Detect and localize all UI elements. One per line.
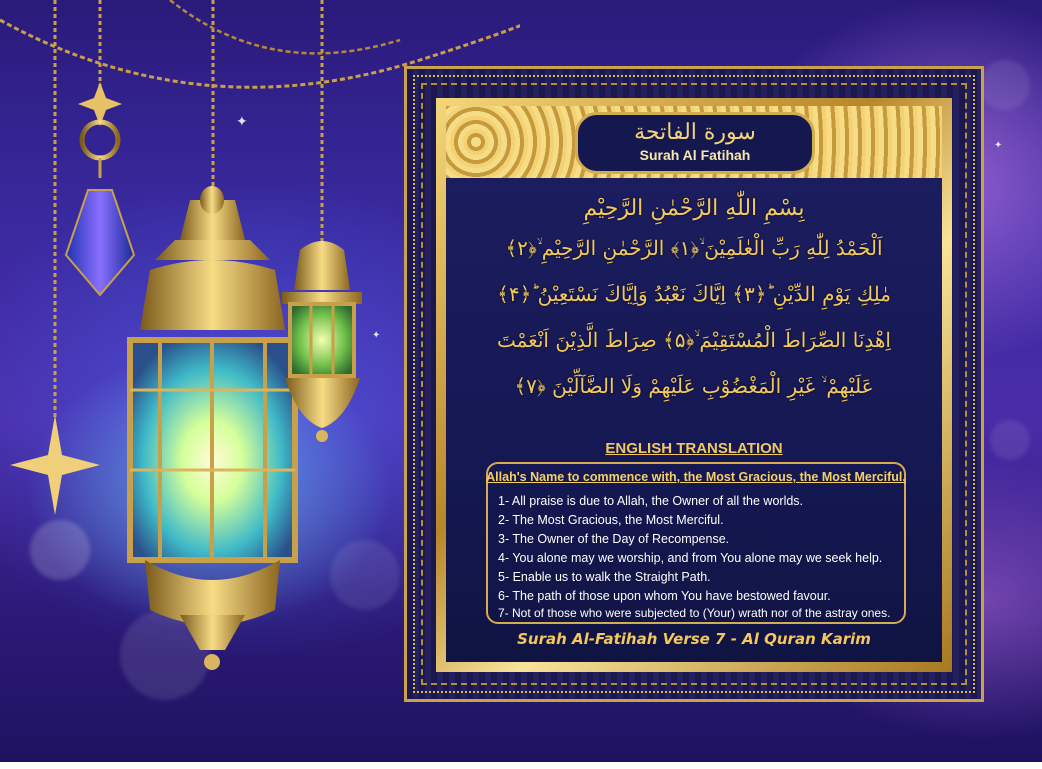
translation-verse: 2- The Most Gracious, the Most Merciful. — [498, 513, 724, 527]
translation-verse: 6- The path of those upon whom You have bestowed favour. — [498, 589, 831, 603]
arabic-line: اِهْدِنَا الصِّرَاطَ الْمُسْتَقِيْمَ ۙ﴿۵﴾ صِرَاطَ الَّذِيْنَ اَنْعَمْتَ — [496, 328, 891, 352]
title-badge — [575, 112, 815, 174]
translation-heading: ENGLISH TRANSLATION — [605, 440, 783, 457]
sparkle-icon: ✦ — [236, 114, 248, 130]
sparkle-icon: ✦ — [372, 330, 381, 341]
arabic-line: اَلْحَمْدُ لِلّٰهِ رَبِّ الْعٰلَمِيْنَ ۙ﴿۱﴾ الرَّحْمٰنِ الرَّحِيْمِ ۙ﴿۲﴾ — [505, 236, 883, 260]
translation-verse: 3- The Owner of the Day of Recompense. — [498, 532, 730, 546]
sparkle-icon: ✦ — [994, 140, 1003, 151]
translation-verse: 7- Not of those who were subjected to (Your) wrath nor of the astray ones. — [498, 606, 891, 620]
footer-caption: Surah Al-Fatihah Verse 7 - Al Quran Karim — [517, 630, 871, 648]
translation-verse: 5- Enable us to walk the Straight Path. — [498, 570, 711, 584]
title-english: Surah Al Fatihah — [639, 147, 751, 163]
arabic-line: عَلَيْهِمْ ۙ غَيْرِ الْمَغْضُوْبِ عَلَيْهِمْ وَلَا الضَّآلِّيْنَ ﴿۷﴾ — [514, 374, 874, 398]
translation-intro: Allah's Name to commence with, the Most Gracious, the Most Merciful. — [486, 470, 906, 484]
bokeh-light — [990, 420, 1030, 460]
translation-verse: 1- All praise is due to Allah, the Owner of all the worlds. — [498, 494, 804, 508]
bokeh-light — [980, 60, 1030, 110]
title-arabic: سورة الفاتحة — [634, 120, 756, 145]
arabic-line: مٰلِكِ يَوْمِ الدِّيْنِ ؕ﴿۳﴾ اِيَّاكَ نَعْبُدُ وَاِيَّاكَ نَسْتَعِيْنُ ؕ﴿۴﴾ — [497, 282, 891, 306]
arabic-line-bismillah: بِسْمِ اللّٰهِ الرَّحْمٰنِ الرَّحِيْمِ — [583, 196, 805, 221]
translation-verse: 4- You alone may we worship, and from You alone may we seek help. — [498, 551, 883, 565]
